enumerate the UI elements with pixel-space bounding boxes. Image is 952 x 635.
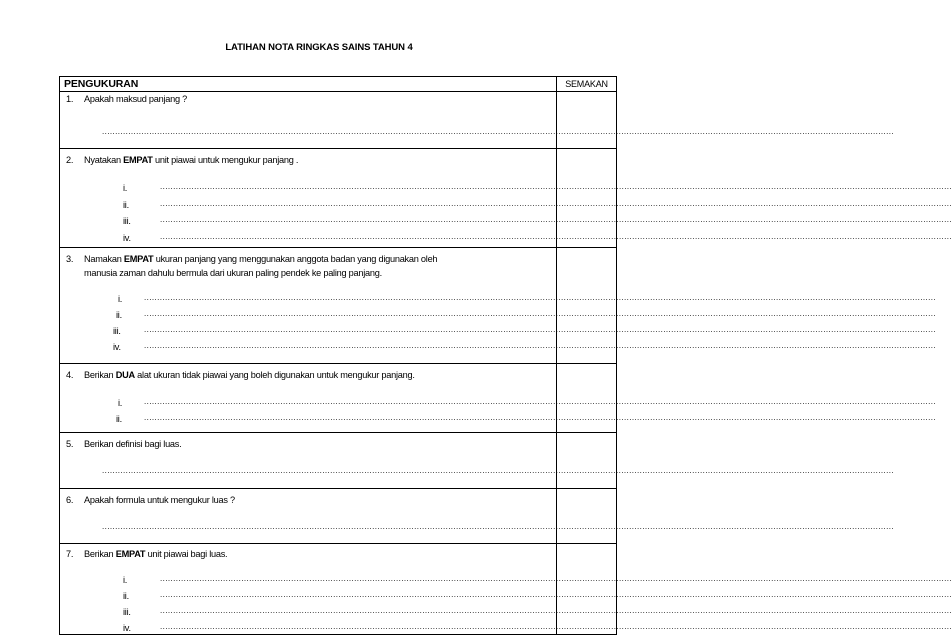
item-label: i. bbox=[123, 183, 128, 193]
question-number: 5. bbox=[66, 439, 74, 449]
exercise-table bbox=[59, 76, 952, 635]
item-label: i. bbox=[118, 294, 123, 304]
item-label: i. bbox=[118, 398, 123, 408]
answer-line[interactable]: .............................................................................................................................................................................................................................................................................................................. bbox=[160, 606, 952, 615]
question-text: Namakan EMPAT ukuran panjang yang menggunakan anggota badan yang digunakan oleh bbox=[84, 254, 438, 264]
question-number: 3. bbox=[66, 254, 74, 264]
check-cell[interactable] bbox=[557, 489, 617, 544]
item-label: ii. bbox=[123, 200, 129, 210]
question-7 bbox=[60, 544, 952, 635]
item-label: i. bbox=[123, 575, 128, 585]
item-label: ii. bbox=[123, 591, 129, 601]
item-label: iii. bbox=[123, 607, 131, 617]
question-text: Nyatakan EMPAT unit piawai untuk mengukur panjang . bbox=[84, 155, 299, 165]
section-header: PENGUKURAN bbox=[60, 77, 557, 92]
answer-line[interactable]: .............................................................................................................................................................................................................................................................................................................. bbox=[144, 397, 937, 406]
answer-line[interactable]: .............................................................................................................................................................................................................................................................................................................. bbox=[144, 325, 937, 334]
answer-line[interactable]: .............................................................................................................................................................................................................................................................................................................. bbox=[102, 522, 895, 531]
answer-line[interactable]: .............................................................................................................................................................................................................................................................................................................. bbox=[144, 309, 937, 318]
answer-line[interactable]: .............................................................................................................................................................................................................................................................................................................. bbox=[144, 341, 937, 350]
question-number: 6. bbox=[66, 495, 74, 505]
question-3 bbox=[60, 248, 937, 364]
answer-line[interactable]: .............................................................................................................................................................................................................................................................................................................. bbox=[160, 199, 952, 208]
question-4 bbox=[60, 364, 937, 433]
answer-line[interactable]: .............................................................................................................................................................................................................................................................................................................. bbox=[102, 127, 895, 136]
item-label: iv. bbox=[123, 233, 131, 243]
page-title: LATIHAN NOTA RINGKAS SAINS TAHUN 4 bbox=[225, 42, 413, 53]
question-text: Apakah maksud panjang ? bbox=[84, 94, 188, 104]
question-5 bbox=[60, 433, 895, 489]
question-6 bbox=[60, 489, 895, 544]
answer-line[interactable]: .............................................................................................................................................................................................................................................................................................................. bbox=[160, 232, 952, 241]
item-label: ii. bbox=[116, 310, 122, 320]
answer-line[interactable]: .............................................................................................................................................................................................................................................................................................................. bbox=[160, 590, 952, 599]
answer-line[interactable]: .............................................................................................................................................................................................................................................................................................................. bbox=[160, 574, 952, 583]
answer-line[interactable]: .............................................................................................................................................................................................................................................................................................................. bbox=[144, 413, 937, 422]
question-number: 4. bbox=[66, 370, 74, 380]
question-text-line2: manusia zaman dahulu bermula dari ukuran paling pendek ke paling panjang. bbox=[84, 268, 382, 278]
question-number: 2. bbox=[66, 155, 74, 165]
question-number: 7. bbox=[66, 549, 74, 559]
check-header: SEMAKAN bbox=[557, 77, 617, 92]
question-number: 1. bbox=[66, 94, 74, 104]
question-2 bbox=[60, 149, 952, 248]
check-cell[interactable] bbox=[557, 433, 617, 489]
answer-line[interactable]: .............................................................................................................................................................................................................................................................................................................. bbox=[160, 182, 952, 191]
answer-line[interactable]: .............................................................................................................................................................................................................................................................................................................. bbox=[160, 622, 952, 631]
question-text: Berikan EMPAT unit piawai bagi luas. bbox=[84, 549, 228, 559]
answer-line[interactable]: .............................................................................................................................................................................................................................................................................................................. bbox=[102, 466, 895, 475]
question-text: Berikan definisi bagi luas. bbox=[84, 439, 182, 449]
item-label: iii. bbox=[123, 216, 131, 226]
item-label: iv. bbox=[123, 623, 131, 633]
item-label: iv. bbox=[113, 342, 121, 352]
question-1 bbox=[60, 92, 895, 149]
question-text: Apakah formula untuk mengukur luas ? bbox=[84, 495, 235, 505]
check-cell[interactable] bbox=[557, 544, 617, 635]
answer-line[interactable]: .............................................................................................................................................................................................................................................................................................................. bbox=[160, 215, 952, 224]
item-label: ii. bbox=[116, 414, 122, 424]
check-cell[interactable] bbox=[557, 92, 617, 149]
item-label: iii. bbox=[113, 326, 121, 336]
answer-line[interactable]: .............................................................................................................................................................................................................................................................................................................. bbox=[144, 293, 937, 302]
question-text: Berikan DUA alat ukuran tidak piawai yang boleh digunakan untuk mengukur panjang. bbox=[84, 370, 415, 380]
